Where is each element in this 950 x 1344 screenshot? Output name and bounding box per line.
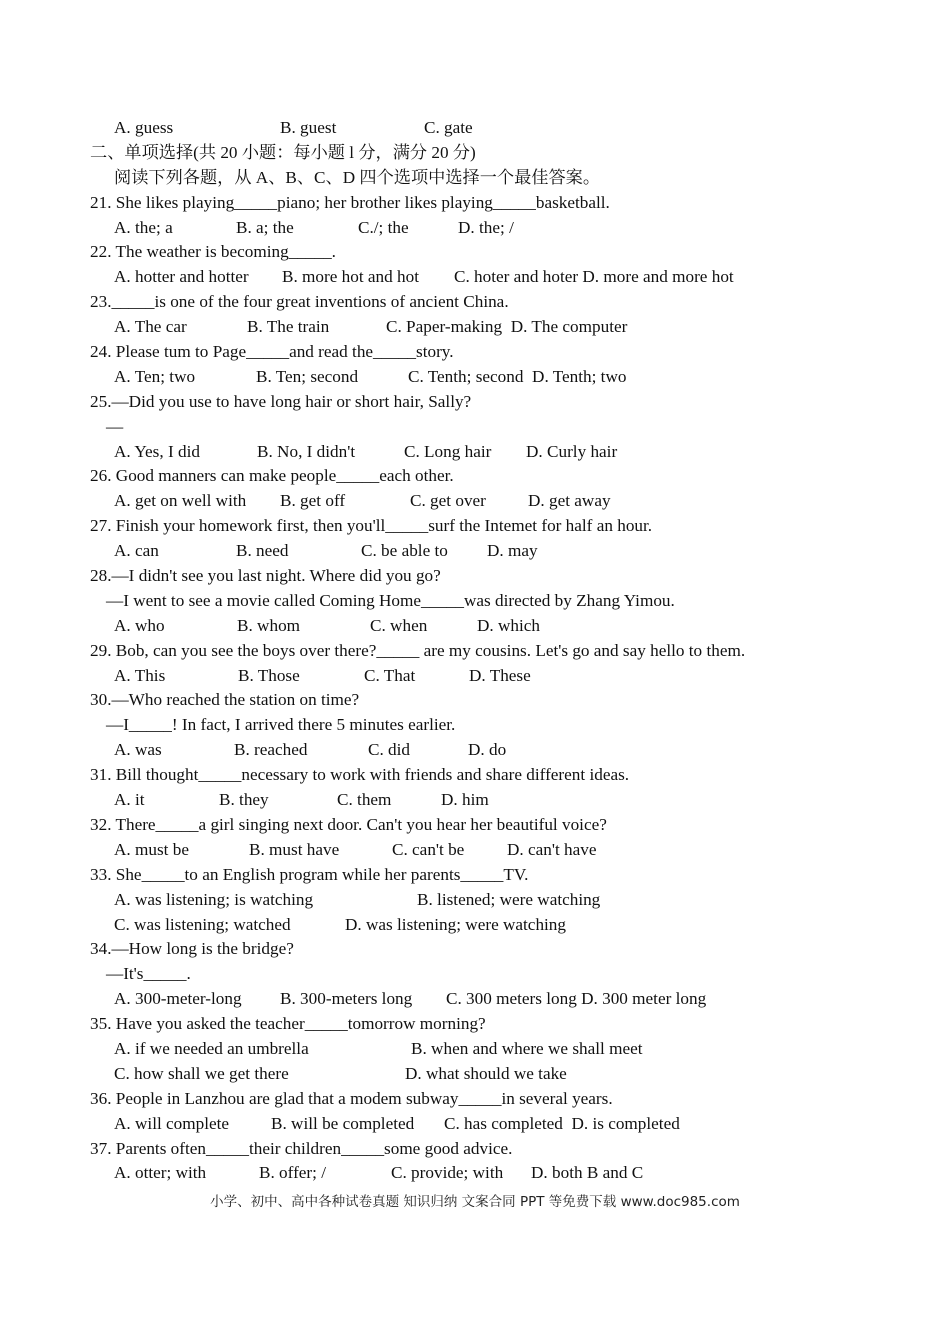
option-row bbox=[90, 365, 850, 390]
question-stem: 31. Bill thought_____necessary to work with friends and share different ideas. bbox=[90, 765, 630, 785]
question-stem: 36. People in Lanzhou are glad that a modem subway_____in several years. bbox=[90, 1088, 613, 1108]
option: B. more hot and hot bbox=[282, 267, 420, 287]
option-row bbox=[90, 614, 850, 639]
option-row bbox=[90, 1037, 850, 1062]
option: B. Those bbox=[238, 665, 300, 685]
option: A. was listening; is watching bbox=[114, 889, 314, 909]
option: B. a; the bbox=[236, 217, 294, 237]
page-footer: 小学、初中、高中各种试卷真题 知识归纳 文案合同 PPT 等免费下载 www.doc985.com bbox=[210, 1194, 740, 1210]
option: B. 300-meters long bbox=[280, 989, 413, 1009]
option: A. This bbox=[114, 665, 166, 685]
option: C. did bbox=[368, 740, 411, 760]
option: D. These bbox=[469, 665, 531, 685]
option-row bbox=[90, 1161, 850, 1186]
option: A. if we needed an umbrella bbox=[114, 1038, 309, 1058]
question-stem: —It's_____. bbox=[106, 964, 191, 984]
option-row bbox=[90, 539, 850, 564]
section-instruction: 阅读下列各题，从 A、B、C、D 四个选项中选择一个最佳答案。 bbox=[114, 167, 601, 187]
question-stem: 35. Have you asked the teacher_____tomorrow morning? bbox=[90, 1014, 486, 1034]
option: C. get over bbox=[410, 491, 486, 511]
option: D. the; / bbox=[458, 217, 514, 237]
question-stem: 32. There_____a girl singing next door. Can't you hear her beautiful voice? bbox=[90, 814, 607, 834]
option: D. was listening; were watching bbox=[345, 914, 566, 934]
option: C. Tenth; second D. Tenth; two bbox=[408, 366, 627, 386]
option: C. provide; with bbox=[391, 1163, 504, 1183]
option-row bbox=[90, 440, 850, 465]
option: D. which bbox=[477, 615, 541, 635]
option-row bbox=[90, 664, 850, 689]
option-row bbox=[90, 987, 850, 1012]
option: C. hoter and hoter D. more and more hot bbox=[454, 267, 734, 287]
option: A. it bbox=[114, 790, 145, 810]
option: D. do bbox=[468, 740, 507, 760]
option-row bbox=[90, 888, 850, 913]
option: A. will complete bbox=[114, 1113, 230, 1133]
option: B. get off bbox=[280, 491, 346, 511]
option-row bbox=[90, 738, 850, 763]
option: D. him bbox=[441, 790, 489, 810]
option-row bbox=[90, 216, 850, 241]
option: B. need bbox=[236, 541, 289, 561]
option: D. can't have bbox=[507, 839, 597, 859]
option: A. the; a bbox=[114, 217, 173, 237]
option-row bbox=[90, 265, 850, 290]
option: B. must have bbox=[249, 839, 340, 859]
question-stem: — bbox=[106, 416, 124, 436]
option-row bbox=[90, 315, 850, 340]
option: C. be able to bbox=[361, 541, 448, 561]
option-row bbox=[90, 489, 850, 514]
option-row bbox=[90, 1062, 850, 1087]
option: A. was bbox=[114, 740, 162, 760]
question-stem: 27. Finish your homework first, then you'll_____surf the Intemet for half an hour. bbox=[90, 516, 653, 536]
option: A. otter; with bbox=[114, 1163, 207, 1183]
option: A. Yes, I did bbox=[114, 441, 200, 461]
option: B. The train bbox=[247, 317, 330, 337]
option: A. must be bbox=[114, 839, 189, 859]
question-stem: 26. Good manners can make people_____each other. bbox=[90, 466, 454, 486]
option: A. Ten; two bbox=[114, 366, 196, 386]
option: C. was listening; watched bbox=[114, 914, 291, 934]
option: B. Ten; second bbox=[256, 366, 359, 386]
option: B. No, I didn't bbox=[257, 441, 356, 461]
option: B. guest bbox=[280, 118, 337, 137]
question-stem: 34.—How long is the bridge? bbox=[90, 939, 294, 959]
option: B. listened; were watching bbox=[417, 889, 601, 909]
option: C. Paper-making D. The computer bbox=[386, 317, 628, 337]
option: D. what should we take bbox=[405, 1063, 567, 1083]
option: D. get away bbox=[528, 491, 611, 511]
question-stem: 23._____is one of the four great inventions of ancient China. bbox=[90, 292, 509, 312]
option: A. hotter and hotter bbox=[114, 267, 249, 287]
section-heading: 二、单项选择(共 20 小题：每小题 l 分，满分 20 分) bbox=[90, 142, 476, 162]
question-stem: 33. She_____to an English program while her parents_____TV. bbox=[90, 864, 529, 884]
option: C. them bbox=[337, 790, 392, 810]
option-row bbox=[90, 913, 850, 938]
question-stem: —I_____! In fact, I arrived there 5 minutes earlier. bbox=[106, 715, 456, 735]
option-row bbox=[90, 838, 850, 863]
option: C. has completed D. is completed bbox=[444, 1113, 680, 1133]
option: B. when and where we shall meet bbox=[411, 1038, 643, 1058]
option: B. whom bbox=[237, 615, 301, 635]
option: A. get on well with bbox=[114, 491, 247, 511]
option: A. guess bbox=[114, 118, 174, 137]
question-stem: 29. Bob, can you see the boys over there?_____ are my cousins. Let's go and say hello to them. bbox=[90, 640, 746, 660]
option: A. can bbox=[114, 541, 159, 561]
option: C. That bbox=[364, 665, 416, 685]
question-stem: —I went to see a movie called Coming Home_____was directed by Zhang Yimou. bbox=[106, 590, 675, 610]
option: C. 300 meters long D. 300 meter long bbox=[446, 989, 707, 1009]
option: C. how shall we get there bbox=[114, 1063, 289, 1083]
option: C. when bbox=[370, 615, 428, 635]
option: A. 300-meter-long bbox=[114, 989, 242, 1009]
exam-content bbox=[90, 116, 850, 1186]
question-stem: 37. Parents often_____their children_____some good advice. bbox=[90, 1138, 513, 1158]
question-stem: 30.—Who reached the station on time? bbox=[90, 690, 360, 710]
option: B. they bbox=[219, 790, 269, 810]
question-list bbox=[90, 191, 850, 1187]
option: C. can't be bbox=[392, 839, 465, 859]
question-stem: 28.—I didn't see you last night. Where did you go? bbox=[90, 566, 441, 586]
question-stem: 22. The weather is becoming_____. bbox=[90, 242, 336, 262]
option: D. Curly hair bbox=[526, 441, 618, 461]
option: B. reached bbox=[234, 740, 308, 760]
option-row bbox=[90, 788, 850, 813]
option-row bbox=[90, 1112, 850, 1137]
question-stem: 21. She likes playing_____piano; her brother likes playing_____basketball. bbox=[90, 192, 610, 212]
option: D. both B and C bbox=[531, 1163, 644, 1183]
option: B. offer; / bbox=[259, 1163, 326, 1183]
question-stem: 24. Please tum to Page_____and read the_____story. bbox=[90, 342, 454, 362]
option: C. Long hair bbox=[404, 441, 492, 461]
option: A. who bbox=[114, 615, 165, 635]
option: C. gate bbox=[424, 118, 473, 137]
option: B. will be completed bbox=[271, 1113, 415, 1133]
option-row bbox=[90, 116, 850, 141]
question-stem: 25.—Did you use to have long hair or short hair, Sally? bbox=[90, 391, 472, 411]
option: A. The car bbox=[114, 317, 187, 337]
option: D. may bbox=[487, 541, 538, 561]
option: C./; the bbox=[358, 217, 409, 237]
